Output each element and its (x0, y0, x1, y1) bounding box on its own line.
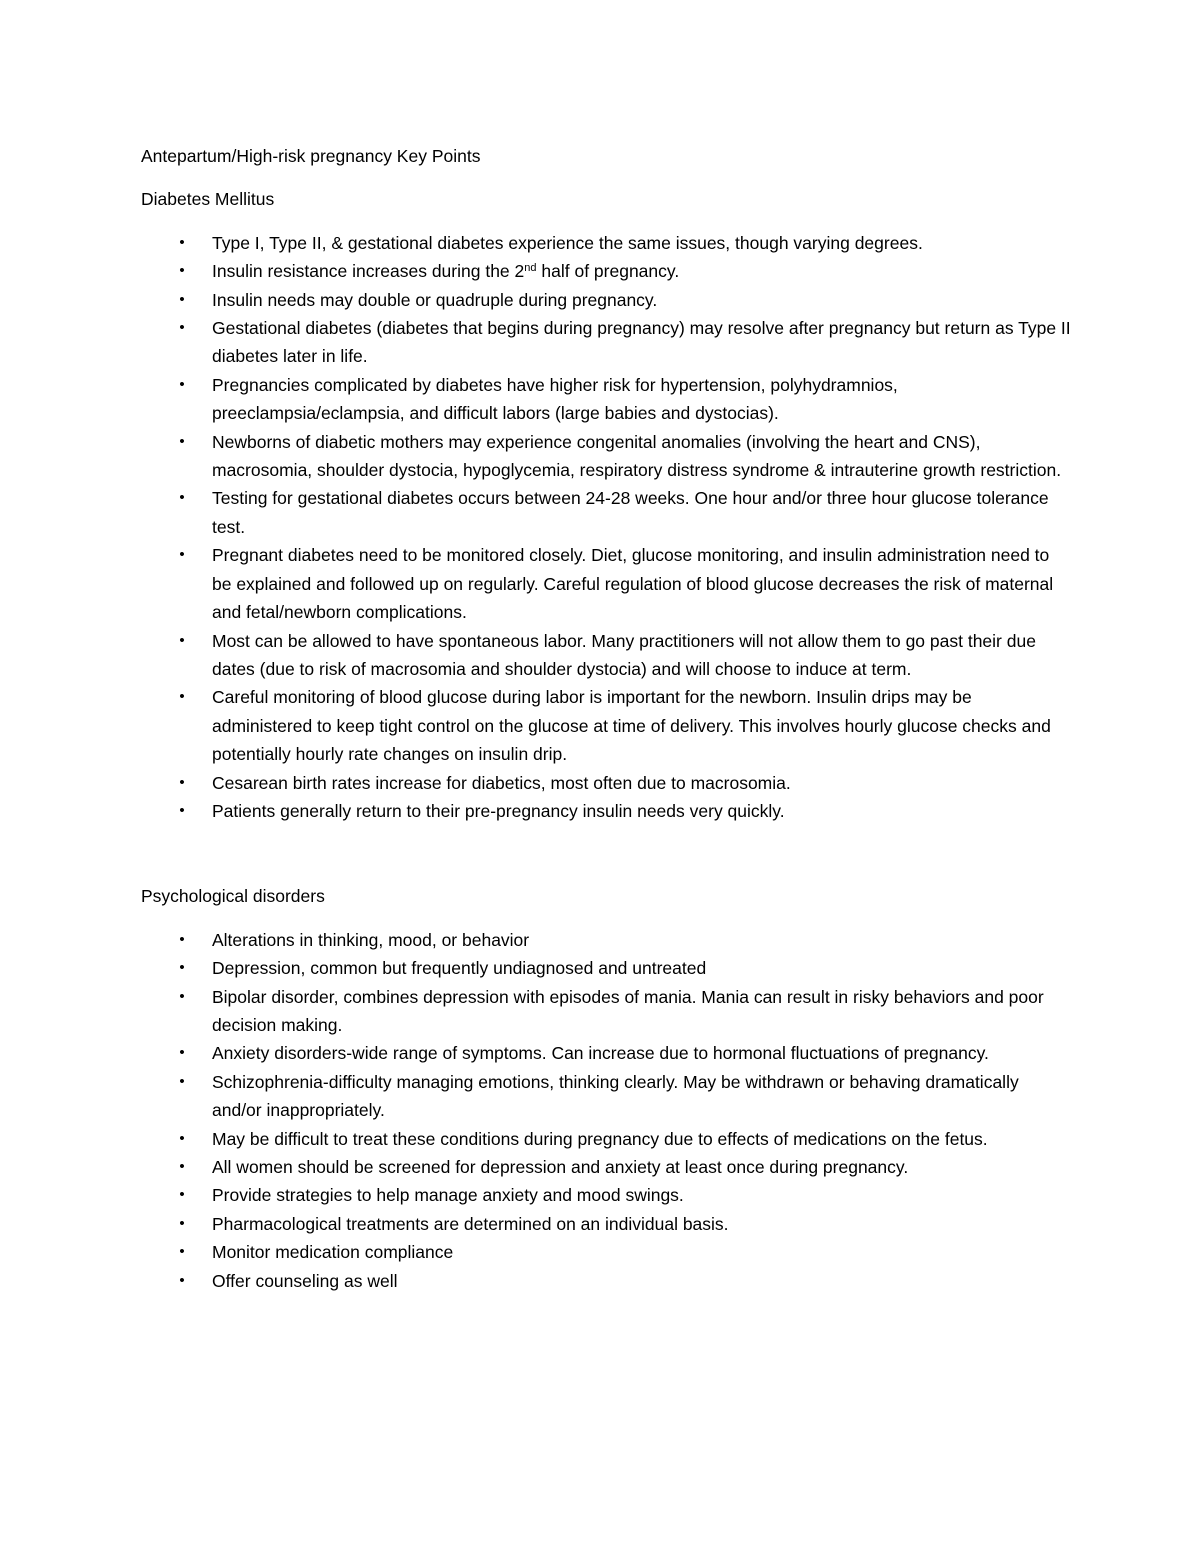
bullet-icon: • (179, 233, 185, 251)
list-item (141, 1210, 1071, 1238)
list-item (141, 954, 1071, 982)
list-item (141, 314, 1071, 371)
bullet-icon: • (179, 773, 185, 791)
bullet-list (141, 926, 1071, 1295)
list-item-text: May be difficult to treat these conditions during pregnancy due to effects of medications on the fetus. (212, 1128, 988, 1149)
list-item-text: Anxiety disorders-wide range of symptoms. Can increase due to hormonal fluctuations of pregnancy. (212, 1043, 989, 1064)
bullet-icon: • (179, 319, 185, 337)
list-item-text: Testing for gestational diabetes occurs between 24-28 weeks. One hour and/or three hour glucose tolerance test. (212, 488, 1049, 537)
list-item-text: Offer counseling as well (212, 1270, 398, 1291)
bullet-icon: • (179, 290, 185, 308)
bullet-icon: • (179, 1214, 185, 1232)
list-item-text: Careful monitoring of blood glucose during labor is important for the newborn. Insulin drips may be administered to keep tight control on the glucose at time of delivery. This involves hourly glucose checks and potentially hourly rate changes on insulin drip. (212, 687, 1051, 765)
bullet-icon: • (179, 432, 185, 450)
list-item (141, 428, 1071, 485)
document-body (141, 142, 1071, 1295)
section-diabetes-mellitus (141, 185, 1071, 825)
list-item (141, 1267, 1071, 1295)
bullet-icon: • (179, 375, 185, 393)
list-item (141, 257, 1071, 285)
list-item (141, 627, 1071, 684)
bullet-icon: • (179, 1072, 185, 1090)
bullet-list (141, 229, 1071, 826)
list-item (141, 769, 1071, 797)
list-item (141, 371, 1071, 428)
bullet-icon: • (179, 1129, 185, 1147)
list-item (141, 1068, 1071, 1125)
list-item-text: Provide strategies to help manage anxiety and mood swings. (212, 1185, 684, 1206)
list-item (141, 541, 1071, 626)
list-item (141, 229, 1071, 257)
list-item-text: Bipolar disorder, combines depression with episodes of mania. Mania can result in risky behaviors and poor decision making. (212, 986, 1044, 1035)
section-psychological-disorders (141, 882, 1071, 1295)
list-item-text: Insulin resistance increases during the 2 (212, 261, 525, 282)
list-item-text: All women should be screened for depression and anxiety at least once during pregnancy. (212, 1157, 909, 1177)
list-item (141, 286, 1071, 314)
list-item-text: Patients generally return to their pre-pregnancy insulin needs very quickly. (212, 800, 785, 821)
list-item-text: Monitor medication compliance (212, 1242, 454, 1263)
bullet-icon: • (179, 801, 185, 819)
list-item (141, 683, 1071, 768)
list-item (141, 797, 1071, 825)
list-item (141, 484, 1071, 541)
section-spacer (141, 825, 1071, 882)
list-item-text: Alterations in thinking, mood, or behavior (212, 929, 530, 950)
bullet-icon: • (179, 930, 185, 948)
list-item-text: Pregnancies complicated by diabetes have higher risk for hypertension, polyhydramnios, preeclampsia/eclampsia, and difficult labors (large babies and dystocias). (212, 374, 898, 424)
bullet-icon: • (179, 959, 185, 977)
list-item-text: Schizophrenia-difficulty managing emotions, thinking clearly. May be withdrawn or behaving dramatically and/or inappropriately. (212, 1071, 1019, 1121)
section-heading: Psychological disorders (141, 886, 325, 907)
bullet-icon: • (179, 987, 185, 1005)
bullet-icon: • (179, 688, 185, 706)
list-item (141, 1039, 1071, 1067)
bullet-icon: • (179, 489, 185, 507)
list-item-text: Type I, Type II, & gestational diabetes experience the same issues, though varying degrees. (212, 232, 923, 253)
bullet-icon: • (179, 1158, 185, 1175)
bullet-icon: • (179, 262, 185, 280)
list-item-text: Insulin needs may double or quadruple during pregnancy. (212, 289, 658, 310)
bullet-icon: • (179, 1044, 185, 1062)
list-item-text: Most can be allowed to have spontaneous labor. Many practitioners will not allow them to go past their due dates (due to risk of macrosomia and shoulder dystocia) and will choose to induce at term. (212, 630, 1036, 679)
list-item (141, 1181, 1071, 1209)
bullet-icon: • (179, 1243, 185, 1261)
list-item (141, 1125, 1071, 1153)
list-item-text: Cesarean birth rates increase for diabetics, most often due to macrosomia. (212, 772, 791, 793)
list-item (141, 983, 1071, 1040)
bullet-icon: • (179, 631, 185, 649)
list-item-text: Newborns of diabetic mothers may experience congenital anomalies (involving the heart and CNS), macrosomia, shoulder dystocia, hypoglycemia, respiratory distress syndrome & intrauterine growth restriction. (212, 431, 1062, 481)
bullet-icon: • (179, 1186, 185, 1204)
list-item (141, 1153, 1071, 1181)
list-item-text: Depression, common but frequently undiagnosed and untreated (212, 958, 707, 979)
list-item (141, 926, 1071, 954)
bullet-icon: • (179, 1271, 185, 1289)
bullet-icon: • (179, 546, 185, 564)
list-item-text: Gestational diabetes (diabetes that begins during pregnancy) may resolve after pregnancy but return as Type II diabetes later in life. (212, 318, 1071, 367)
list-item-text: Pharmacological treatments are determined on an individual basis. (212, 1213, 729, 1234)
list-item (141, 1238, 1071, 1266)
superscript: nd (524, 262, 537, 275)
list-item-text: half of pregnancy. (536, 261, 680, 282)
document-title: Antepartum/High-risk pregnancy Key Points (141, 146, 481, 166)
list-item-text: Pregnant diabetes need to be monitored closely. Diet, glucose monitoring, and insulin administration need to be explained and followed up on regularly. Careful regulation of blood glucose decreases the risk of maternal and fetal/newborn complications. (212, 545, 1054, 623)
section-heading: Diabetes Mellitus (141, 189, 275, 210)
